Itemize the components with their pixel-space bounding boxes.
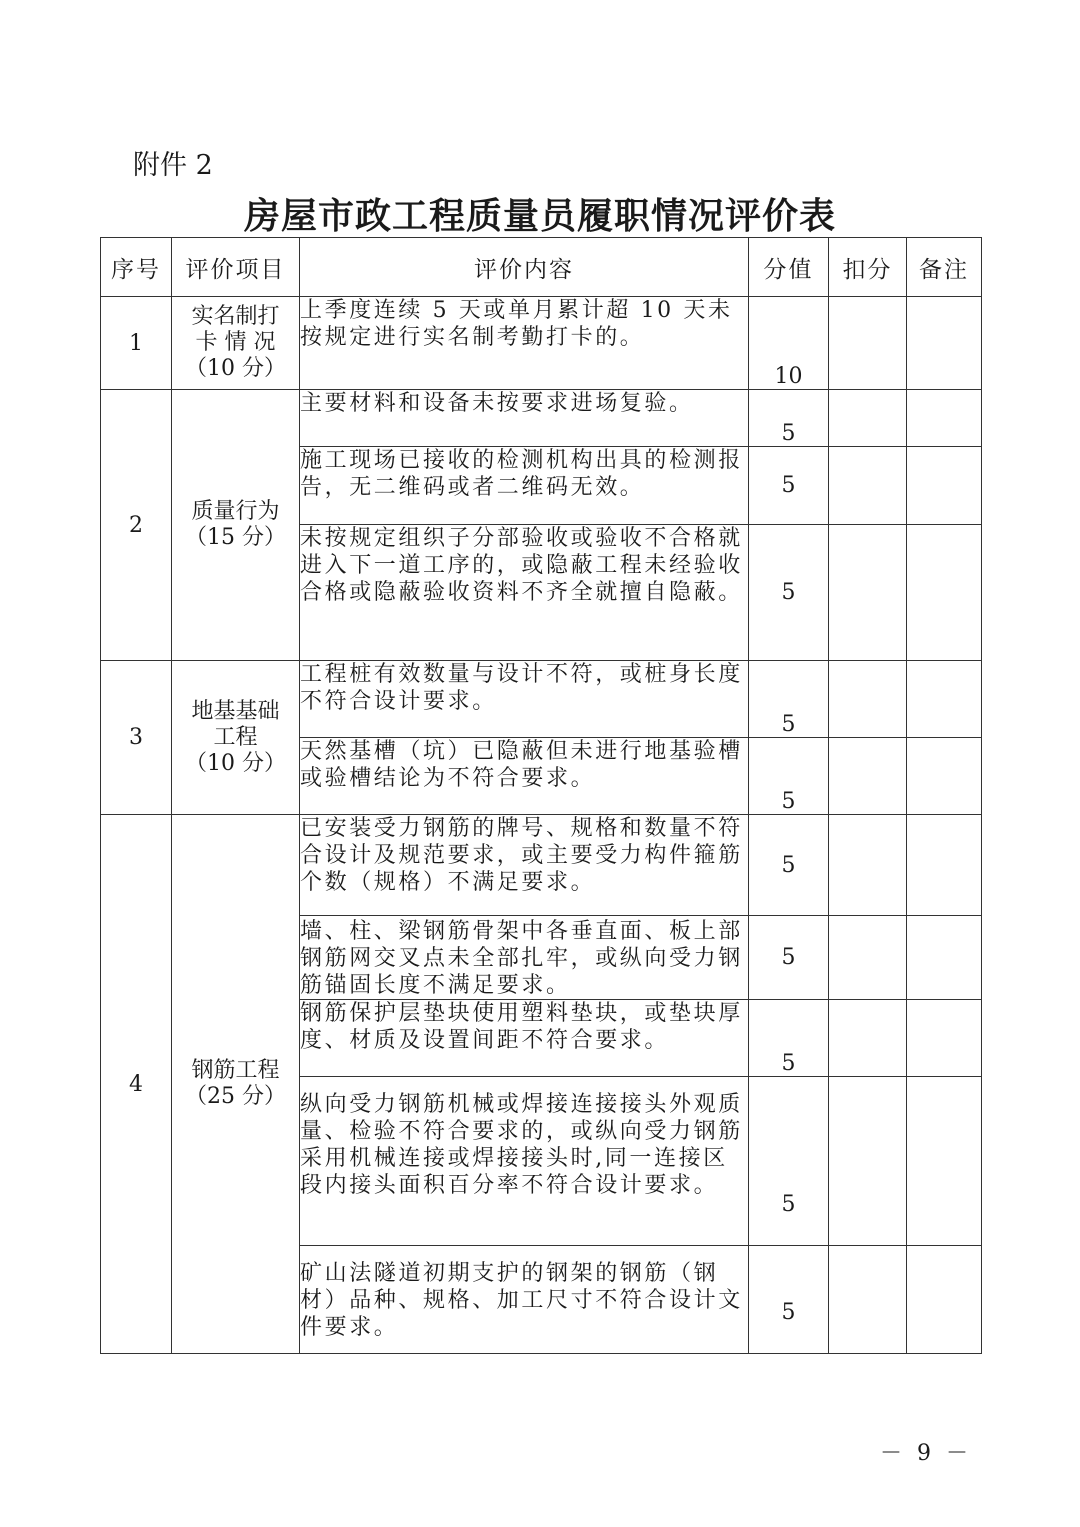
score-cell: 5 [749,447,829,525]
attachment-label: 附件 2 [133,150,213,181]
deduction-cell[interactable] [829,815,907,916]
item-line: 质量行为 [191,499,280,524]
header-item: 评价项目 [172,238,300,297]
evaluation-table [100,237,982,1354]
item-line: （15 分） [185,525,286,550]
item-line: 工程 [213,724,258,750]
item-line: 实名制打 [191,304,280,329]
header-seq: 序号 [101,238,172,297]
seq-cell: 4 [101,815,172,1354]
score-cell: 5 [749,1246,829,1354]
item-line: （25 分） [185,1084,286,1109]
item-line: 地基基础 [191,698,280,724]
seq-cell: 2 [101,390,172,661]
item-line: 卡 情 况 [195,330,276,355]
remarks-cell[interactable] [907,738,982,815]
header-score: 分值 [749,238,829,297]
item-line: （10 分） [185,356,286,381]
table-row [101,815,982,916]
content-cell: 钢筋保护层垫块使用塑料垫块，或垫块厚度、材质及设置间距不符合要求。 [300,1000,749,1077]
remarks-cell[interactable] [907,661,982,738]
remarks-cell[interactable] [907,447,982,525]
table-row [101,661,982,738]
score-cell: 5 [749,815,829,916]
remarks-cell[interactable] [907,916,982,1000]
score-cell: 5 [749,661,829,738]
seq-cell: 1 [101,297,172,390]
content-cell: 已安装受力钢筋的牌号、规格和数量不符合设计及规范要求，或主要受力构件箍筋个数（规格）不满足要求。 [300,815,749,916]
score-cell: 5 [749,916,829,1000]
deduction-cell[interactable] [829,916,907,1000]
content-cell: 工程桩有效数量与设计不符，或桩身长度不符合设计要求。 [300,661,749,738]
content-cell: 上季度连续 5 天或单月累计超 10 天未按规定进行实名制考勤打卡的。 [300,297,749,390]
remarks-cell[interactable] [907,390,982,447]
deduction-cell[interactable] [829,661,907,738]
header-deduction: 扣分 [829,238,907,297]
deduction-cell[interactable] [829,738,907,815]
document-title: 房屋市政工程质量员履职情况评价表 [243,196,836,237]
item-line: （10 分） [185,750,286,776]
content-cell: 施工现场已接收的检测机构出具的检测报告，无二维码或者二维码无效。 [300,447,749,525]
remarks-cell[interactable] [907,1000,982,1077]
deduction-cell[interactable] [829,1077,907,1246]
deduction-cell[interactable] [829,1000,907,1077]
content-cell: 未按规定组织子分部验收或验收不合格就进入下一道工序的，或隐蔽工程未经验收合格或隐蔽验收资料不齐全就擅自隐蔽。 [300,525,749,661]
score-cell: 5 [749,738,829,815]
score-cell: 5 [749,390,829,447]
deduction-cell[interactable] [829,525,907,661]
header-content: 评价内容 [300,238,749,297]
table-header-row [101,238,982,297]
seq-cell: 3 [101,661,172,815]
remarks-cell[interactable] [907,1246,982,1354]
table-row [101,390,982,447]
content-cell: 天然基槽（坑）已隐蔽但未进行地基验槽或验槽结论为不符合要求。 [300,738,749,815]
content-cell: 墙、柱、梁钢筋骨架中各垂直面、板上部钢筋网交叉点未全部扎牢，或纵向受力钢筋锚固长度不满足要求。 [300,916,749,1000]
remarks-cell[interactable] [907,815,982,916]
item-cell [172,390,300,661]
score-cell: 5 [749,525,829,661]
content-cell: 主要材料和设备未按要求进场复验。 [300,390,749,447]
item-line: 钢筋工程 [191,1058,280,1083]
deduction-cell[interactable] [829,447,907,525]
remarks-cell[interactable] [907,525,982,661]
page-number: － 9 － [880,1441,972,1466]
item-cell [172,297,300,390]
deduction-cell[interactable] [829,297,907,390]
deduction-cell[interactable] [829,1246,907,1354]
score-cell: 5 [749,1077,829,1246]
header-remarks: 备注 [907,238,982,297]
content-cell: 纵向受力钢筋机械或焊接连接接头外观质量、检验不符合要求的，或纵向受力钢筋采用机械连接或焊接接头时,同一连接区段内接头面积百分率不符合设计要求。 [300,1077,749,1246]
table-row [101,297,982,390]
item-cell [172,661,300,815]
score-cell: 5 [749,1000,829,1077]
item-cell [172,815,300,1354]
deduction-cell[interactable] [829,390,907,447]
content-cell: 矿山法隧道初期支护的钢架的钢筋（钢材）品种、规格、加工尺寸不符合设计文件要求。 [300,1246,749,1354]
score-cell: 10 [749,297,829,390]
remarks-cell[interactable] [907,297,982,390]
remarks-cell[interactable] [907,1077,982,1246]
